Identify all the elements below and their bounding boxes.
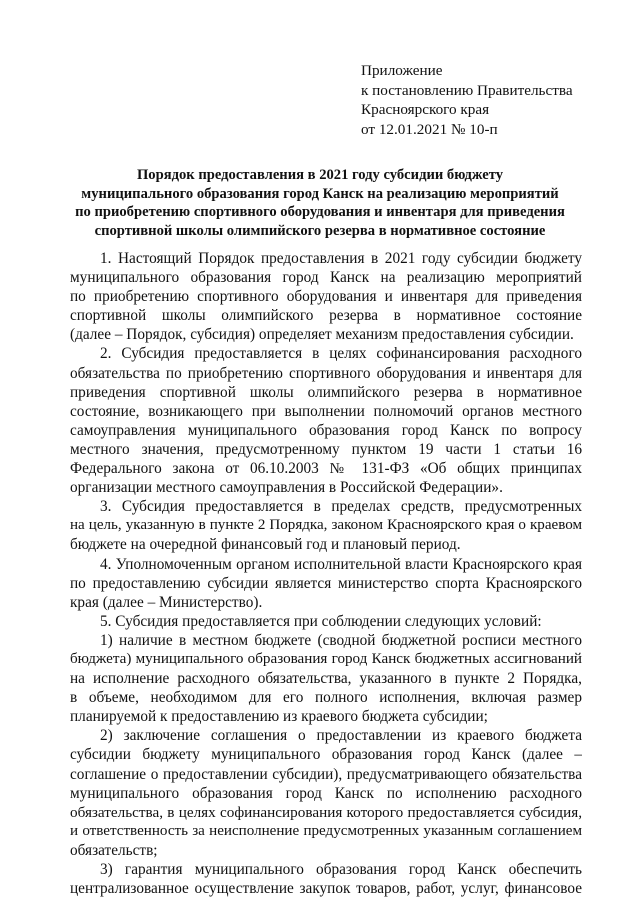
paragraph-line: 4. Уполномоченным органом исполнительной власти Красноярского края — [100, 555, 582, 573]
paragraph-line: приведения спортивной школы олимпийского резерва в нормативное — [70, 383, 582, 401]
paragraph-line: местного значения, предусмотренному пунктом 19 части 1 статьи 16 — [70, 440, 582, 458]
appendix-line: Красноярского края — [361, 101, 490, 118]
paragraph-line: субсидии бюджету муниципального образования город Канск (далее – — [70, 746, 582, 764]
paragraph-line: (далее – Порядок, субсидия) определяет механизм предоставления субсидии. — [70, 326, 574, 344]
condition-3 — [70, 860, 582, 898]
appendix-line: Приложение — [361, 62, 443, 79]
title-line: спортивной школы олимпийского резерва в нормативное состояние — [94, 222, 546, 239]
paragraph-line: 3) гарантия муниципального образования город Канск обеспечить — [100, 861, 582, 878]
paragraph-line: самоуправления муниципального образования город Канск по вопросу — [70, 421, 582, 439]
paragraph-line: по приобретению спортивного оборудования и инвентаря для приведения — [70, 288, 582, 306]
paragraph-4 — [70, 555, 582, 612]
paragraph-line: муниципального образования город Канск на реализацию мероприятий — [70, 269, 582, 287]
paragraph-line: 5. Субсидия предоставляется при соблюдении следующих условий: — [100, 612, 542, 630]
paragraph-line: обязательства по приобретению спортивного оборудования и инвентаря для — [70, 364, 582, 382]
paragraph-line: в объеме, необходимом для его полного исполнения, включая размер — [70, 689, 582, 707]
document-body — [70, 249, 582, 898]
paragraph-line: муниципального образования город Канск по исполнению расходного — [70, 784, 582, 802]
document-title — [40, 166, 600, 240]
paragraph-line: на цель, указанную в пункте 2 Порядка, законом Красноярского края о краевом — [70, 517, 582, 534]
paragraph-line: обязательств; — [70, 841, 158, 859]
paragraph-line: 3. Субсидия предоставляется в пределах средств, предусмотренных — [100, 498, 582, 516]
appendix-header — [361, 61, 573, 139]
paragraph-line: централизованное осуществление закупок товаров, работ, услуг, финансовое — [70, 880, 582, 898]
paragraph-line: обязательства, в целях софинансирования которого предоставляется субсидия, — [70, 803, 582, 821]
paragraph-line: по предоставлению субсидии является министерство спорта Красноярского — [70, 574, 582, 592]
paragraph-3 — [70, 497, 582, 554]
paragraph-line: спортивной школы олимпийского резерва в нормативное состояние — [70, 307, 582, 325]
paragraph-line: состояние, возникающего при выполнении полномочий органов местного — [70, 402, 582, 420]
paragraph-line: Федерального закона от 06.10.2003 № 131-ФЗ «Об общих принципах — [70, 460, 582, 478]
appendix-line: к постановлению Правительства — [361, 81, 573, 99]
paragraph-line: края (далее – Министерство). — [70, 593, 263, 611]
paragraph-line: 1) наличие в местном бюджете (сводной бюджетной росписи местного — [100, 631, 582, 649]
paragraph-line: 2. Субсидия предоставляется в целях софинансирования расходного — [100, 345, 582, 363]
condition-1 — [70, 631, 582, 726]
paragraph-line: бюджета) муниципального образования город Канск бюджетных ассигнований — [70, 650, 582, 667]
paragraph-1 — [70, 249, 582, 344]
title-line: Порядок предоставления в 2021 году субсидии бюджету — [136, 167, 504, 183]
paragraph-2 — [70, 344, 582, 497]
paragraph-line: бюджете на очередной финансовый год и плановый период. — [70, 536, 461, 554]
paragraph-line: 1. Настоящий Порядок предоставления в 2021 году субсидии бюджету — [100, 250, 582, 267]
paragraph-line: планируемой к предоставлению из краевого бюджета субсидии; — [70, 708, 488, 726]
paragraph-line: организации местного самоуправления в Российской Федерации». — [70, 479, 503, 497]
paragraph-line: на исполнение расходного обязательства, указанного в пункте 2 Порядка, — [70, 670, 582, 688]
title-line: муниципального образования город Канск на реализацию мероприятий — [81, 185, 559, 202]
condition-2 — [70, 726, 582, 860]
paragraph-line: 2) заключение соглашения о предоставлении из краевого бюджета — [100, 727, 582, 745]
appendix-line: от 12.01.2021 № 10-п — [361, 120, 498, 138]
paragraph-5 — [70, 612, 582, 631]
title-line: по приобретению спортивного оборудования и инвентаря для приведения — [75, 204, 565, 220]
paragraph-line: соглашение о предоставлении субсидии), предусматривающего обязательства — [70, 765, 582, 783]
paragraph-line: и ответственность за неисполнение предусмотренных указанным соглашением — [70, 822, 582, 839]
